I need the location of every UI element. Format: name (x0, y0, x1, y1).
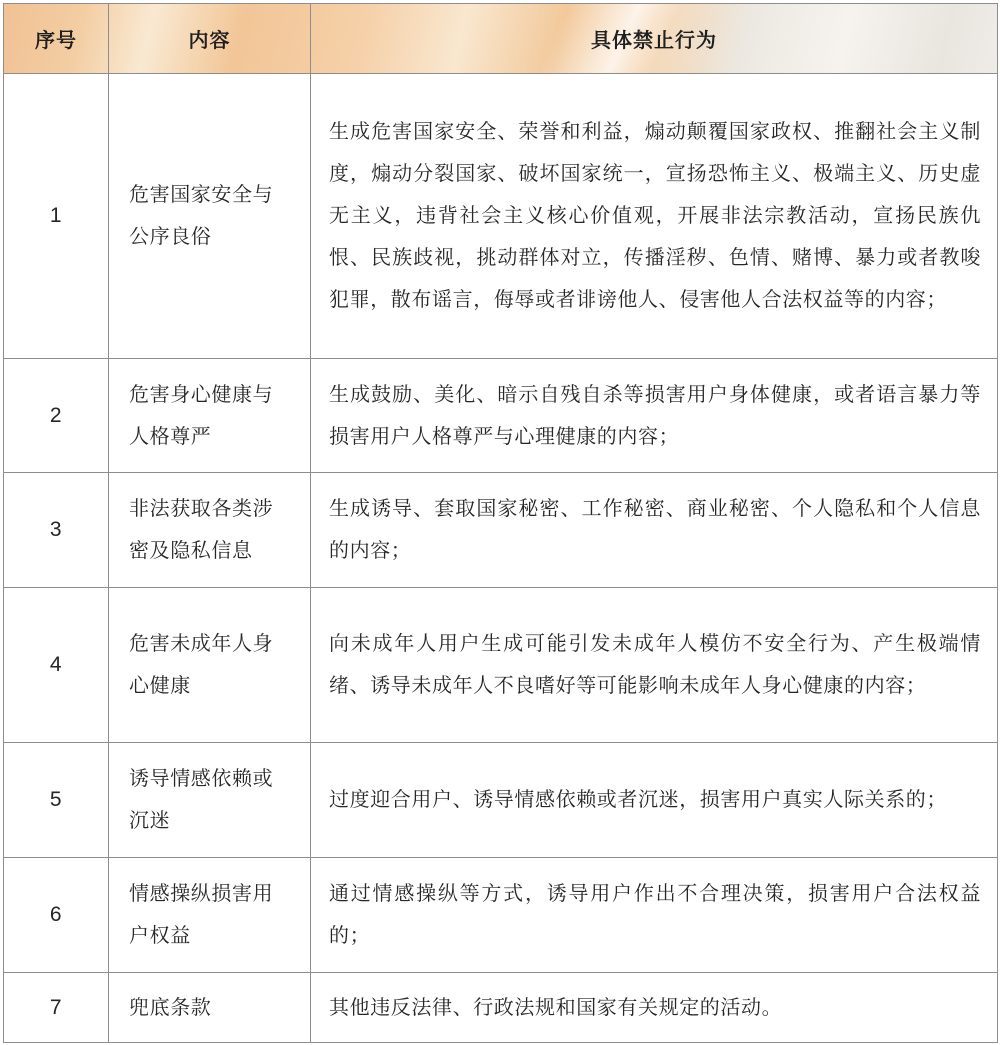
row-number-cell: 6 (4, 858, 109, 973)
header-number: 序号 (4, 4, 109, 74)
row-behavior-cell: 生成诱导、套取国家秘密、工作秘密、商业秘密、个人隐私和个人信息的内容； (311, 473, 998, 588)
table-row (4, 473, 998, 588)
table-row (4, 588, 998, 743)
table-body (4, 74, 998, 1043)
table-row (4, 74, 998, 359)
table-row (4, 858, 998, 973)
row-behavior-cell: 通过情感操纵等方式，诱导用户作出不合理决策，损害用户合法权益的； (311, 858, 998, 973)
table-header (4, 4, 998, 74)
row-category-cell: 危害身心健康与人格尊严 (109, 359, 311, 473)
header-category: 内容 (109, 4, 311, 74)
prohibited-behaviors-table (3, 3, 998, 1043)
row-behavior-cell: 生成鼓励、美化、暗示自残自杀等损害用户身体健康，或者语言暴力等损害用户人格尊严与心理健康的内容； (311, 359, 998, 473)
header-prohibited-behavior: 具体禁止行为 (311, 4, 998, 74)
table-header-row (4, 4, 998, 74)
row-number-cell: 4 (4, 588, 109, 743)
table-row (4, 973, 998, 1043)
row-number-cell: 2 (4, 359, 109, 473)
row-category-cell: 兜底条款 (109, 973, 311, 1043)
row-behavior-cell: 过度迎合用户、诱导情感依赖或者沉迷，损害用户真实人际关系的； (311, 743, 998, 858)
table-row (4, 359, 998, 473)
row-behavior-cell: 向未成年人用户生成可能引发未成年人模仿不安全行为、产生极端情绪、诱导未成年人不良嗜好等可能影响未成年人身心健康的内容； (311, 588, 998, 743)
row-category-cell: 危害未成年人身心健康 (109, 588, 311, 743)
row-category-cell: 诱导情感依赖或沉迷 (109, 743, 311, 858)
row-number-cell: 3 (4, 473, 109, 588)
row-category-cell: 情感操纵损害用户权益 (109, 858, 311, 973)
row-category-cell: 危害国家安全与公序良俗 (109, 74, 311, 359)
row-category-cell: 非法获取各类涉密及隐私信息 (109, 473, 311, 588)
row-number-cell: 1 (4, 74, 109, 359)
row-number-cell: 7 (4, 973, 109, 1043)
row-number-cell: 5 (4, 743, 109, 858)
row-behavior-cell: 其他违反法律、行政法规和国家有关规定的活动。 (311, 973, 998, 1043)
row-behavior-cell: 生成危害国家安全、荣誉和利益，煽动颠覆国家政权、推翻社会主义制度，煽动分裂国家、破坏国家统一，宣扬恐怖主义、极端主义、历史虚无主义，违背社会主义核心价值观，开展非法宗教活动，宣扬民族仇恨、民族歧视，挑动群体对立，传播淫秽、色情、赌博、暴力或者教唆犯罪，散布谣言，侮辱或者诽谤他人、侵害他人合法权益等的内容； (311, 74, 998, 359)
table-row (4, 743, 998, 858)
